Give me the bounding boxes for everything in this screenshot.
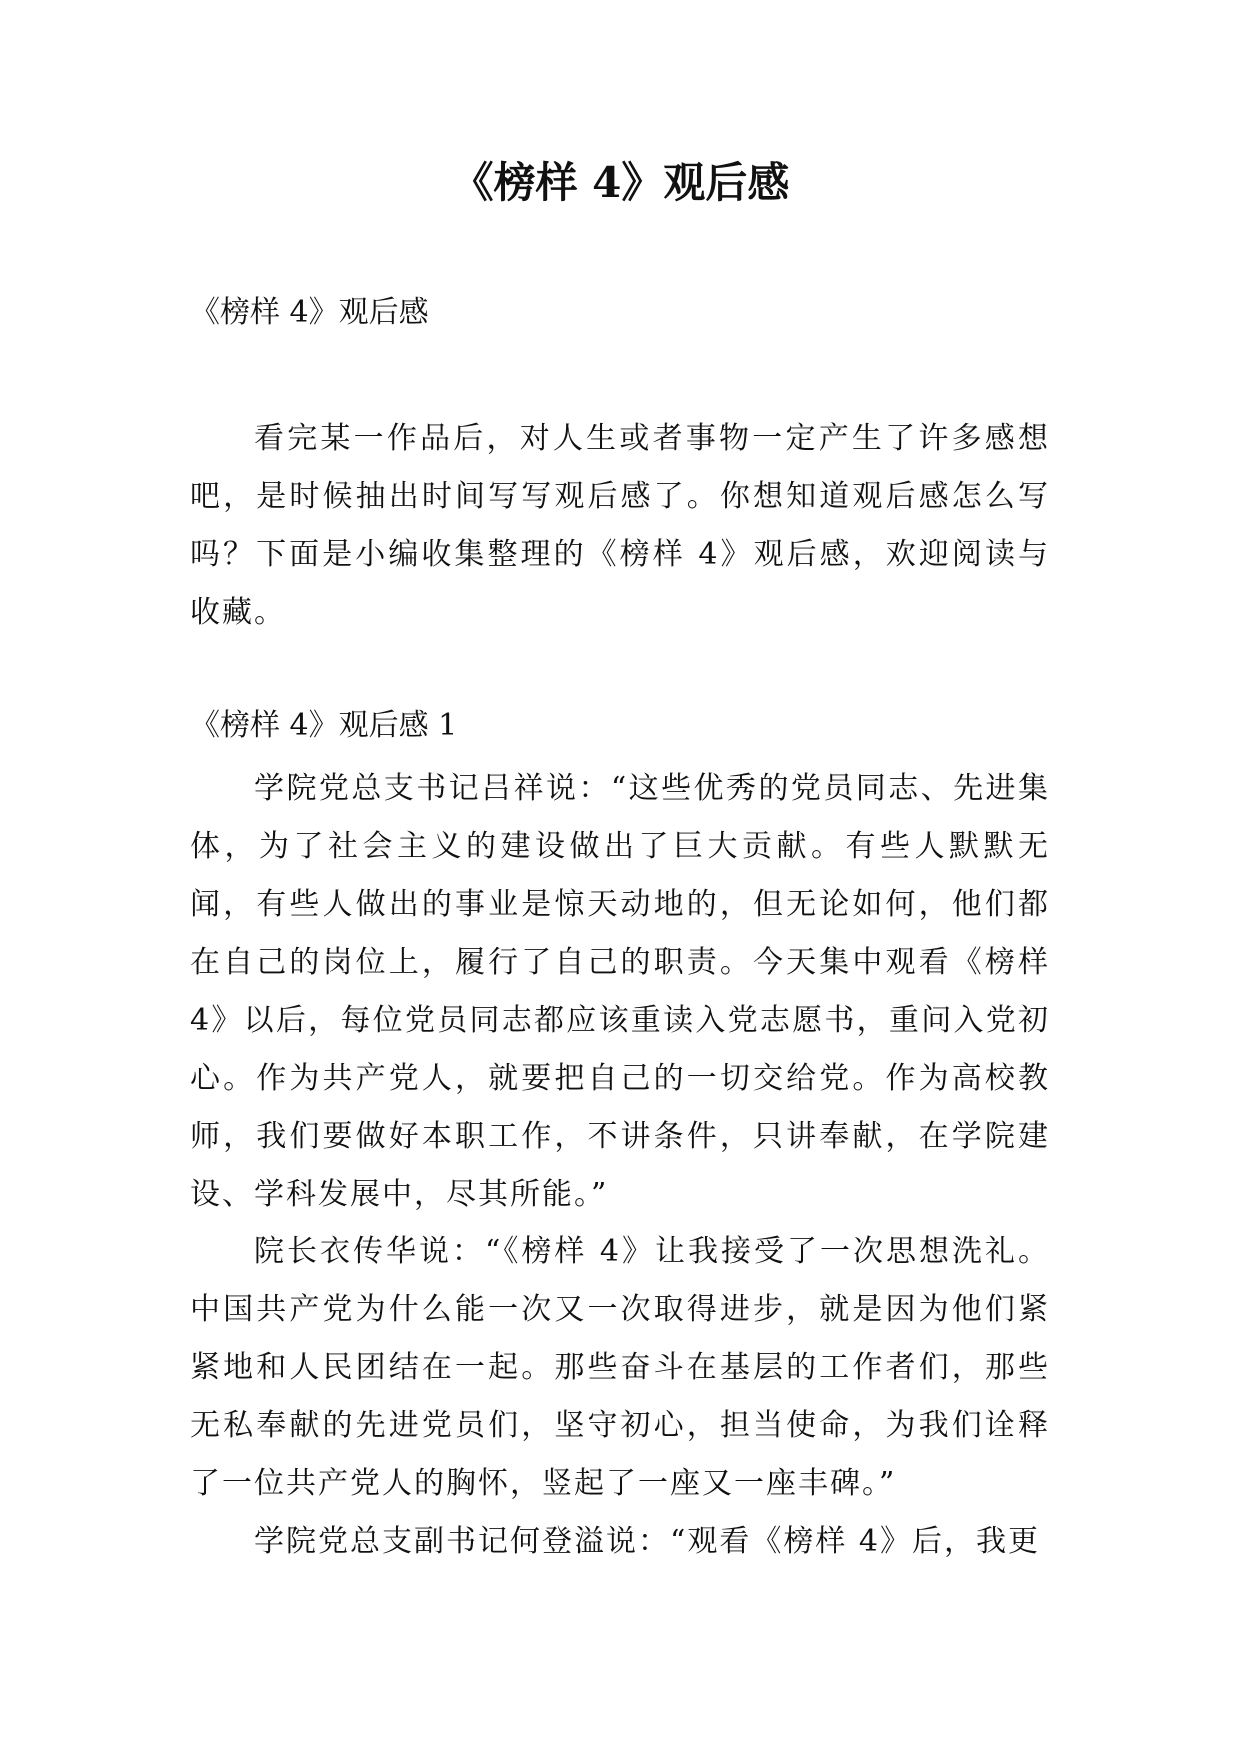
section-paragraph: 学院党总支书记吕祥说：“这些优秀的党员同志、先进集体，为了社会主义的建设做出了巨大贡献。有些人默默无闻，有些人做出的事业是惊天动地的，但无论如何，他们都在自己的岗位上，履行了自己的职责。今天集中观看《榜样 4》以后，每位党员同志都应该重读入党志愿书，重问入党初心。作为共产党人，就要把自己的一切交给党。作为高校教师，我们要做好本职工作，不讲条件，只讲奉献，在学院建设、学科发展中，尽其所能。” (190, 771, 1050, 1212)
intro-paragraph: 看完某一作品后，对人生或者事物一定产生了许多感想吧，是时候抽出时间写写观后感了。你想知道观后感怎么写吗？下面是小编收集整理的《榜样 4》观后感，欢迎阅读与收藏。 (190, 421, 1050, 630)
document-subtitle: 《榜样 4》观后感 (190, 295, 429, 330)
section-heading: 《榜样 4》观后感 1 (190, 708, 458, 743)
section-paragraph: 院长衣传华说：“《榜样 4》让我接受了一次思想洗礼。中国共产党为什么能一次又一次取得进步，就是因为他们紧紧地和人民团结在一起。那些奋斗在基层的工作者们，那些无私奉献的先进党员们，坚守初心，担当使命，为我们诠释了一位共产党人的胸怀，竖起了一座又一座丰碑。” (190, 1234, 1050, 1501)
section-paragraph: 学院党总支副书记何登溢说：“观看《榜样 4》后，我更 (254, 1524, 1040, 1559)
document-title: 《榜样 4》观后感 (451, 158, 790, 207)
